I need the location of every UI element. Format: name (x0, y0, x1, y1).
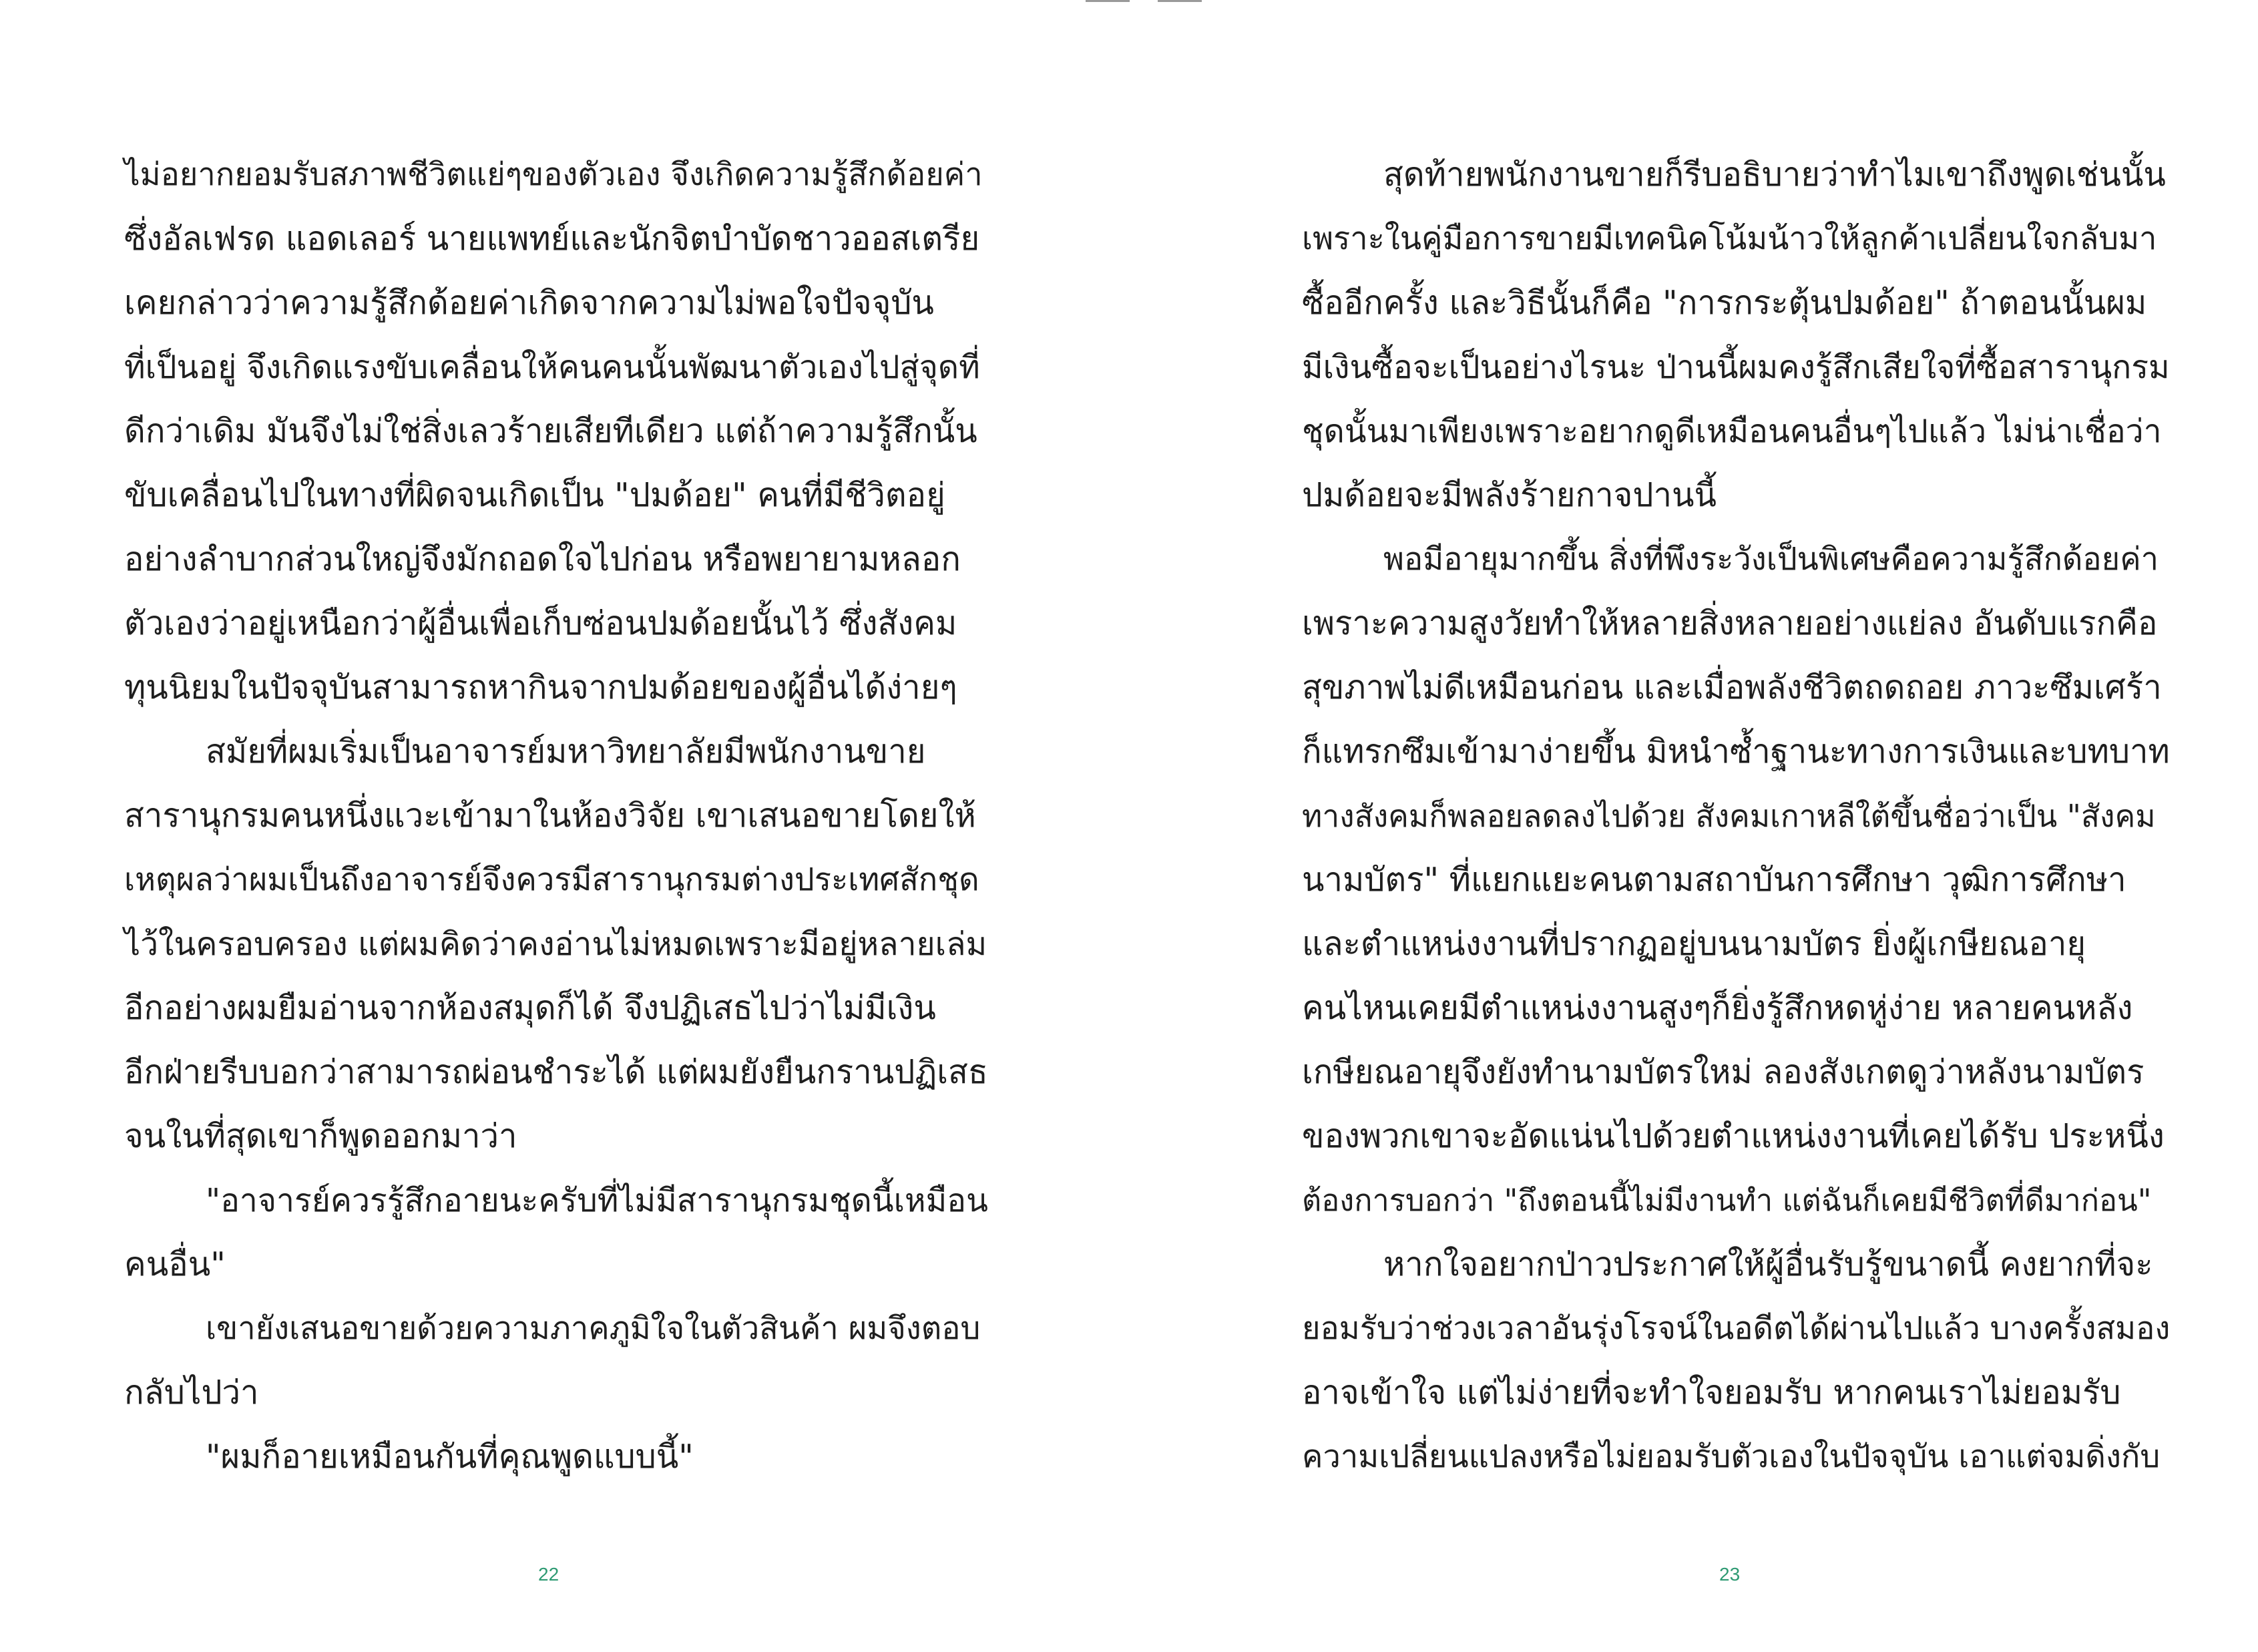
text-line: ตัวเองว่าอยู่เหนือกว่าผู้อื่นเพื่อเก็บซ่อนปมด้อยนั้นไว้ ซึ่งสังคม (124, 604, 957, 642)
text-line: เพราะในคู่มือการขายมีเทคนิคโน้มน้าวให้ลูกค้าเปลี่ยนใจกลับมา (1302, 220, 2157, 257)
text-line: ความเปลี่ยนแปลงหรือไม่ยอมรับตัวเองในปัจจุบัน เอาแต่จมดิ่งกับ (1302, 1438, 2161, 1475)
text-line: อีกอย่างผมยืมอ่านจากห้องสมุดก็ได้ จึงปฏิเสธไปว่าไม่มีเงิน (124, 989, 936, 1027)
text-line: อีกฝ่ายรีบบอกว่าสามารถผ่อนชำระได้ แต่ผมยังยืนกรานปฏิเสธ (124, 1053, 988, 1091)
text-line: ก็แทรกซึมเข้ามาง่ายขึ้น มิหนำซ้ำฐานะทางการเงินและบทบาท (1302, 733, 2170, 771)
text-line: เหตุผลว่าผมเป็นถึงอาจารย์จึงควรมีสารานุกรมต่างประเทศสักชุด (124, 861, 979, 898)
paragraph-first-line: สุดท้ายพนักงานขายก็รีบอธิบายว่าทำไมเขาถึงพูดเช่นนั้น (1383, 156, 2166, 194)
text-line: สุขภาพไม่ดีเหมือนก่อน และเมื่อพลังชีวิตถดถอย ภาวะซึมเศร้า (1302, 668, 2162, 706)
text-line: ปมด้อยจะมีพลังร้ายกาจปานนี้ (1302, 476, 1717, 514)
text-line: อย่างลำบากส่วนใหญ่จึงมักถอดใจไปก่อน หรือพยายามหลอก (124, 540, 961, 578)
text-line: นามบัตร" ที่แยกแยะคนตามสถาบันการศึกษา วุฒิการศึกษา (1302, 861, 2126, 899)
text-line: ไม่อยากยอมรับสภาพชีวิตแย่ๆของตัวเอง จึงเกิดความรู้สึกด้อยค่า (124, 156, 983, 193)
paragraph-first-line: เขายังเสนอขายด้วยความภาคภูมิใจในตัวสินค้า ผมจึงตอบ (206, 1310, 981, 1347)
text-line: ซื้ออีกครั้ง และวิธีนั้นก็คือ "การกระตุ้นปมด้อย" ถ้าตอนนั้นผม (1302, 284, 2147, 322)
text-line: จนในที่สุดเขาก็พูดออกมาว่า (124, 1117, 517, 1155)
text-line: เคยกล่าวว่าความรู้สึกด้อยค่าเกิดจากความไม่พอใจปัจจุบัน (124, 284, 934, 322)
text-line: ชุดนั้นมาเพียงเพราะอยากดูดีเหมือนคนอื่นๆไปแล้ว ไม่น่าเชื่อว่า (1302, 413, 2162, 450)
text-line: และตำแหน่งงานที่ปรากฏอยู่บนนามบัตร ยิ่งผู้เกษียณอายุ (1302, 925, 2086, 963)
text-line: ต้องการบอกว่า "ถึงตอนนี้ไม่มีงานทำ แต่ฉันก็เคยมีชีวิตที่ดีมาก่อน" (1302, 1183, 2152, 1218)
text-line: ซึ่งอัลเฟรด แอดเลอร์ นายแพทย์และนักจิตบำบัดชาวออสเตรีย (124, 220, 980, 258)
page-number-left: 22 (538, 1564, 559, 1585)
paragraph-first-line: "อาจารย์ควรรู้สึกอายนะครับที่ไม่มีสารานุกรมชุดนี้เหมือน (206, 1182, 988, 1219)
left-page (124, 0, 992, 1652)
text-line: กลับไปว่า (124, 1374, 259, 1412)
text-line: ทางสังคมก็พลอยลดลงไปด้วย สังคมเกาหลีใต้ขึ้นชื่อว่าเป็น "สังคม (1302, 798, 2156, 834)
paragraph-first-line: หากใจอยากป่าวประกาศให้ผู้อื่นรับรู้ขนาดนี้ คงยากที่จะ (1383, 1245, 2153, 1283)
paragraph-first-line: "ผมก็อายเหมือนกันที่คุณพูดแบบนี้" (206, 1438, 694, 1476)
text-line: มีเงินซื้อจะเป็นอย่างไรนะ ป่านนี้ผมคงรู้สึกเสียใจที่ซื้อสารานุกรม (1302, 349, 2170, 386)
text-line: ไว้ในครอบครอง แต่ผมคิดว่าคงอ่านไม่หมดเพราะมีอยู่หลายเล่ม (124, 925, 987, 963)
text-line: ทุนนิยมในปัจจุบันสามารถหากินจากปมด้อยของผู้อื่นได้ง่ายๆ (124, 668, 957, 706)
text-line: คนอื่น" (124, 1245, 226, 1283)
text-line: ของพวกเขาจะอัดแน่นไปด้วยตำแหน่งงานที่เคยได้รับ ประหนึ่ง (1302, 1117, 2165, 1155)
text-line: ดีกว่าเดิม มันจึงไม่ใช่สิ่งเลวร้ายเสียทีเดียว แต่ถ้าความรู้สึกนั้น (124, 412, 977, 450)
top-crop-mark-right (1158, 0, 1202, 2)
page-number-right: 23 (1719, 1564, 1741, 1585)
text-line: คนไหนเคยมีตำแหน่งงานสูงๆก็ยิ่งรู้สึกหดหู่ง่าย หลายคนหลัง (1302, 989, 2133, 1027)
text-line: ที่เป็นอยู่ จึงเกิดแรงขับเคลื่อนให้คนคนนั้นพัฒนาตัวเองไปสู่จุดที่ (124, 349, 980, 386)
paragraph-first-line: พอมีอายุมากขึ้น สิ่งที่พึงระวังเป็นพิเศษคือความรู้สึกด้อยค่า (1383, 541, 2159, 578)
top-crop-mark-left (1086, 0, 1130, 2)
paragraph-first-line: สมัยที่ผมเริ่มเป็นอาจารย์มหาวิทยาลัยมีพนักงานขาย (206, 733, 926, 771)
text-line: อาจเข้าใจ แต่ไม่ง่ายที่จะทำใจยอมรับ หากคนเราไม่ยอมรับ (1302, 1374, 2121, 1412)
text-line: สารานุกรมคนหนึ่งแวะเข้ามาในห้องวิจัย เขาเสนอขายโดยให้ (124, 797, 976, 835)
text-line: เพราะความสูงวัยทำให้หลายสิ่งหลายอย่างแย่ลง อันดับแรกคือ (1302, 604, 2158, 642)
text-line: ขับเคลื่อนไปในทางที่ผิดจนเกิดเป็น "ปมด้อย" คนที่มีชีวิตอยู่ (124, 476, 945, 514)
text-line: เกษียณอายุจึงยังทำนามบัตรใหม่ ลองสังเกตดูว่าหลังนามบัตร (1302, 1053, 2144, 1091)
right-page (1302, 0, 2170, 1652)
text-line: ยอมรับว่าช่วงเวลาอันรุ่งโรจน์ในอดีตได้ผ่านไปแล้ว บางครั้งสมอง (1302, 1310, 2171, 1347)
